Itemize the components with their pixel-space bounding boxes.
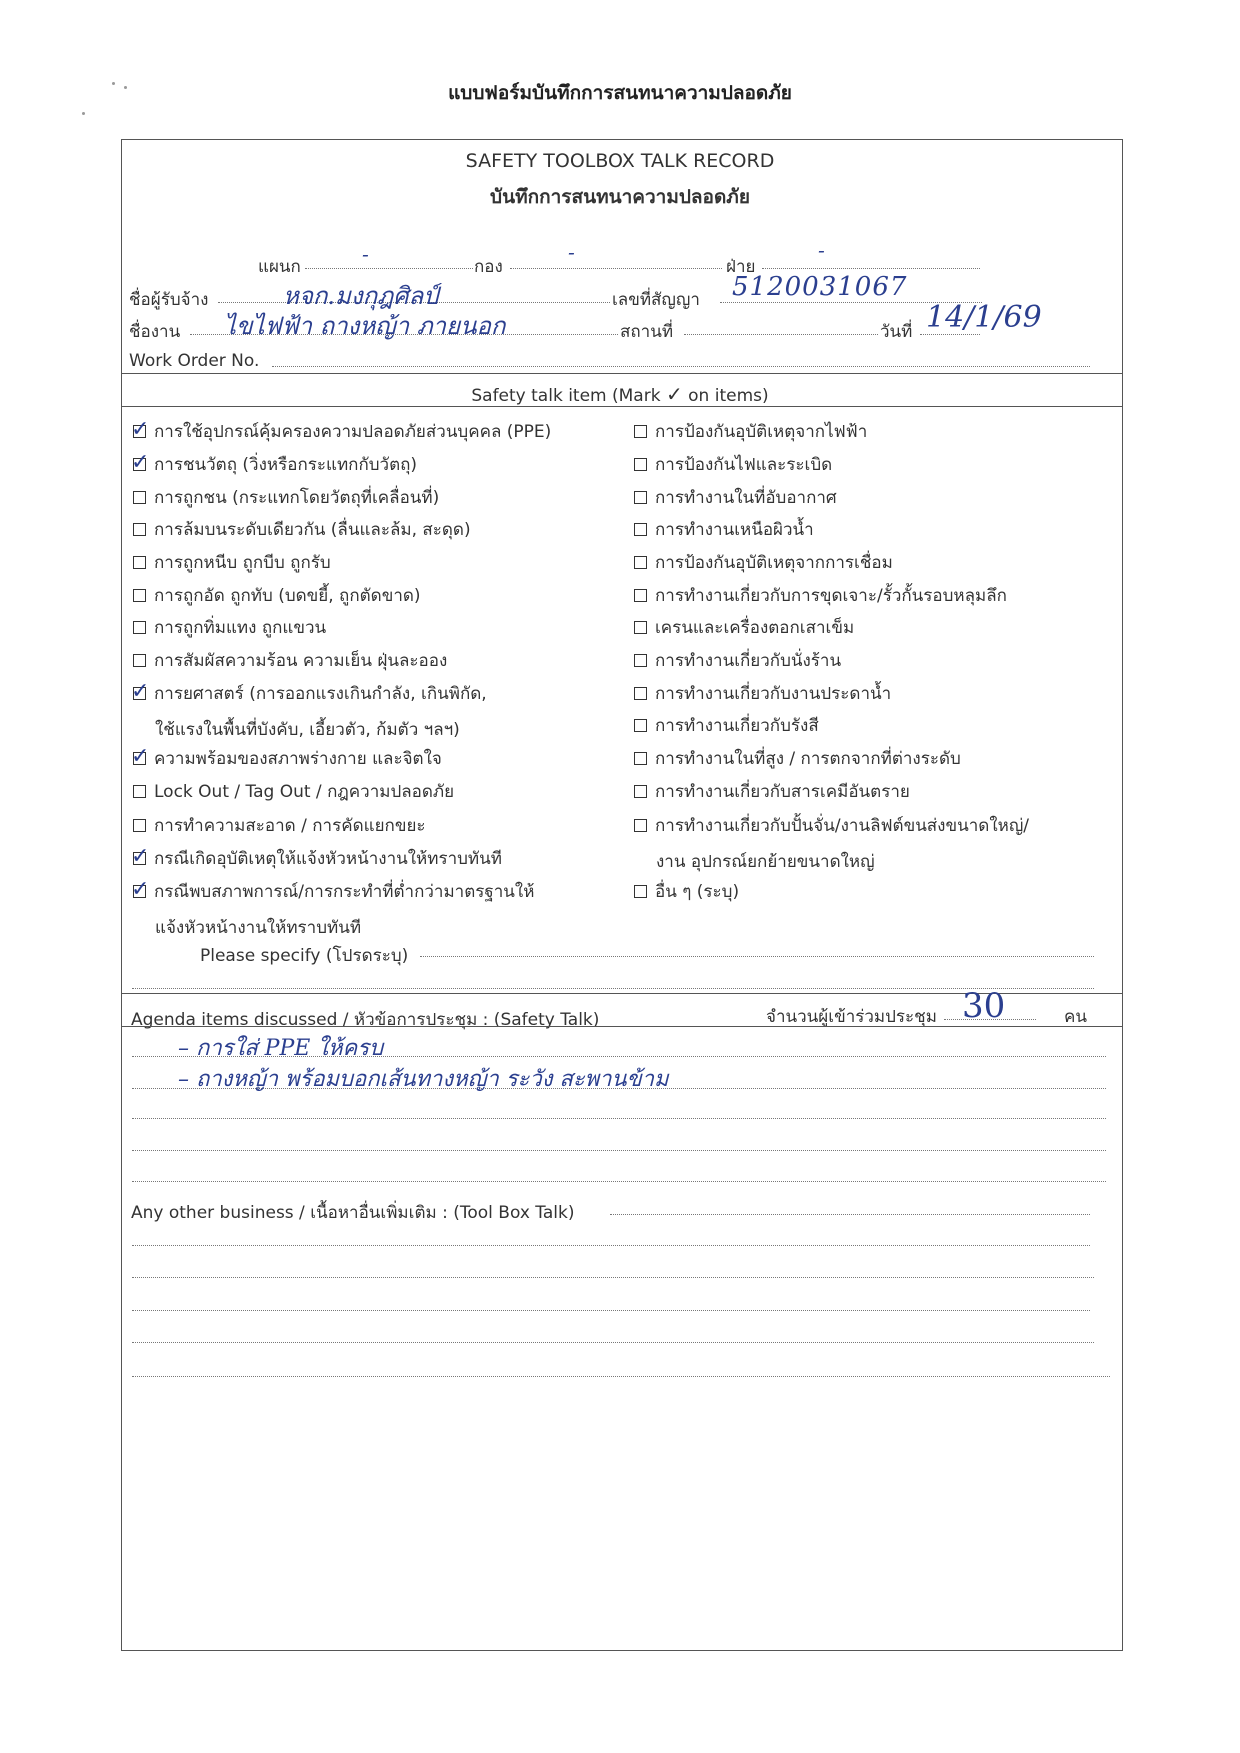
check-mark-icon: ✓ [131,450,150,475]
checkbox[interactable] [133,819,146,832]
left-item[interactable] [133,484,439,511]
attendees-unit: คน [1064,1007,1087,1027]
checkbox[interactable] [131,417,150,442]
other-business-line-4[interactable] [132,1342,1094,1343]
divider-agenda-heading [121,1026,1123,1027]
location-line[interactable] [684,334,878,335]
right-item-label: การป้องกันไฟและระเบิด [655,455,833,475]
division-label: กอง [474,257,503,277]
check-mark-icon: ✓ [131,679,150,704]
checkbox[interactable] [634,523,647,536]
right-item-label: การทำงานในที่อับอากาศ [655,488,837,508]
scan-speck [82,112,85,115]
right-item-label: การทำงานเกี่ยวกับสารเคมีอันตราย [655,782,910,802]
checkbox[interactable] [133,523,146,536]
check-mark-icon: ✓ [131,844,150,869]
left-item-label: การถูกอัด ถูกทับ (บดขยี้, ถูกตัดขาด) [154,586,421,606]
checkbox[interactable] [133,785,146,798]
checkbox[interactable] [131,844,150,869]
right-item[interactable] [634,418,867,445]
check-mark-icon: ✓ [131,744,150,769]
right-item-label: เครนและเครื่องตอกเสาเข็ม [655,618,855,638]
left-item[interactable] [133,451,417,478]
right-item-label: การทำงานเกี่ยวกับปั้นจั่น/งานลิฟต์ขนส่งขนาดใหญ่/ [655,816,1030,836]
checkbox[interactable] [634,556,647,569]
right-item[interactable] [634,582,1007,609]
left-item-label-cont: แจ้งหัวหน้างานให้ทราบทันที [155,918,362,938]
right-item-label: การป้องกันอุบัติเหตุจากไฟฟ้า [655,422,868,442]
agenda-entry-1: – การใส่ PPE ให้ครบ [178,1036,384,1061]
left-item-label: การใช้อุปกรณ์คุ้มครองความปลอดภัยส่วนบุคคล (PPE) [154,422,552,442]
job-name-label: ชื่องาน [129,322,181,342]
section-value: - [818,238,825,262]
divider-checklist-top [121,373,1123,374]
left-item[interactable] [133,582,421,609]
left-item[interactable] [133,778,454,805]
left-item[interactable] [133,680,487,743]
left-item-label: Lock Out / Tag Out / กฎความปลอดภัย [154,782,455,802]
section-label: ฝ่าย [726,257,756,277]
left-item[interactable] [133,418,551,445]
checkbox[interactable] [131,450,150,475]
header-title-en: SAFETY TOOLBOX TALK RECORD [465,150,775,172]
checkbox[interactable] [634,425,647,438]
right-item-label: การป้องกันอุบัติเหตุจากการเชื่อม [655,553,893,573]
left-item[interactable] [133,647,447,674]
agenda-line-5[interactable] [132,1181,1106,1182]
agenda-line-4[interactable] [132,1150,1106,1151]
contractor-value: หจก.มงกุฎศิลป์ [283,282,439,310]
checkbox[interactable] [634,752,647,765]
checkbox[interactable] [634,719,647,732]
other-business-line-1[interactable] [132,1245,1090,1246]
checkbox[interactable] [634,687,647,700]
contract-no-label: เลขที่สัญญา [612,290,700,310]
checkbox[interactable] [634,885,647,898]
checkbox[interactable] [133,556,146,569]
please-specify-line-2[interactable] [132,988,1094,989]
left-item-label: ความพร้อมของสภาพร่างกาย และจิตใจ [154,749,442,769]
right-item-label-cont: งาน อุปกรณ์ยกย้ายขนาดใหญ่ [656,852,875,872]
check-mark-icon: ✓ [665,382,683,406]
left-item[interactable] [133,812,426,839]
right-item-label: การทำงานเกี่ยวกับงานประดาน้ำ [655,684,892,704]
checklist-heading [0,382,1240,406]
right-item[interactable] [634,451,832,478]
date-value: 14/1/69 [926,300,1042,335]
section-line[interactable] [762,268,980,269]
right-item[interactable] [634,778,910,805]
left-item[interactable] [133,516,471,543]
left-item-label: กรณีพบสภาพการณ์/การกระทำที่ต่ำกว่ามาตรฐานให้ [154,882,535,902]
header-title-th: บันทึกการสนทนาความปลอดภัย [490,186,750,208]
agenda-label: Agenda items discussed / หัวข้อการประชุม : (Safety Talk) [131,1010,600,1030]
right-item[interactable] [634,812,1029,875]
contractor-label: ชื่อผู้รับจ้าง [129,290,209,310]
left-item-label: การชนวัตถุ (วิ่งหรือกระแทกกับวัตถุ) [154,455,418,475]
division-value: - [568,240,575,264]
other-business-line-0[interactable] [610,1214,1090,1215]
left-item[interactable] [133,845,502,872]
date-label: วันที่ [880,322,913,342]
work-order-label: Work Order No. [129,351,260,371]
check-mark-icon: ✓ [131,417,150,442]
right-item[interactable] [634,614,854,641]
job-name-value: ไขไฟฟ้า ถางหญ้า ภายนอก [224,312,506,340]
left-item-label: การถูกหนีบ ถูกบีบ ถูกรับ [154,553,331,573]
division-line[interactable] [510,268,722,269]
checkbox[interactable] [131,679,150,704]
other-business-line-5[interactable] [132,1376,1110,1377]
other-business-line-3[interactable] [132,1310,1090,1311]
department-label: แผนก [258,257,301,277]
other-business-label: Any other business / เนื้อหาอื่นเพิ่มเติม : (Tool Box Talk) [131,1203,575,1223]
checkbox[interactable] [634,621,647,634]
right-item[interactable] [634,878,739,905]
right-item[interactable] [634,680,891,707]
scan-speck [112,82,115,85]
check-mark-icon: ✓ [131,877,150,902]
left-item[interactable] [133,549,331,576]
right-item-label: อื่น ๆ (ระบุ) [655,882,740,902]
department-line[interactable] [305,268,473,269]
work-order-line[interactable] [272,366,1090,367]
checkbox[interactable] [133,589,146,602]
checkbox[interactable] [634,654,647,667]
checkbox[interactable] [634,458,647,471]
left-item-label: การล้มบนระดับเดียวกัน (ลื่นและล้ม, สะดุด) [154,520,471,540]
right-item-label: การทำงานเกี่ยวกับรังสี [655,716,819,736]
left-item-label: การยศาสตร์ (การออกแรงเกินกำลัง, เกินพิกัด, [154,684,487,704]
left-item-label: การสัมผัสความร้อน ความเย็น ฝุ่นละออง [154,651,448,671]
please-specify-label: Please specify (โปรดระบุ) [200,946,409,966]
checklist-heading-suffix: on items) [688,386,769,406]
checkbox[interactable] [634,589,647,602]
right-item[interactable] [634,745,961,772]
attendees-value: 30 [962,986,1006,1026]
left-item-label-cont: ใช้แรงในพื้นที่บังคับ, เอี้ยวตัว, ก้มตัว ฯลฯ) [155,720,460,740]
left-item[interactable] [133,614,326,641]
form-title: แบบฟอร์มบันทึกการสนทนาความปลอดภัย [448,82,792,104]
agenda-entry-2: – ถางหญ้า พร้อมบอกเส้นทางหญ้า ระวัง สะพานข้าม [178,1067,669,1092]
right-item[interactable] [634,549,893,576]
department-value: - [362,242,369,266]
left-item-label: กรณีเกิดอุบัติเหตุให้แจ้งหัวหน้างานให้ทราบทันที [154,849,502,869]
right-item[interactable] [634,484,837,511]
right-item[interactable] [634,647,841,674]
left-item[interactable] [133,745,442,772]
right-item[interactable] [634,516,814,543]
agenda-line-3[interactable] [132,1118,1106,1119]
other-business-line-2[interactable] [132,1277,1094,1278]
contract-no-value: 5120031067 [732,272,908,302]
left-item-label: การทำความสะอาด / การคัดแยกขยะ [154,816,426,836]
left-item[interactable] [133,878,534,941]
divider-checklist-heading [121,406,1123,407]
checkbox[interactable] [133,654,146,667]
left-item-label: การถูกชน (กระแทกโดยวัตถุที่เคลื่อนที่) [154,488,440,508]
left-item-label: การถูกทิ่มแทง ถูกแขวน [154,618,327,638]
checkbox[interactable] [133,491,146,504]
checkbox[interactable] [634,819,647,832]
checkbox[interactable] [634,785,647,798]
checkbox[interactable] [634,491,647,504]
location-label: สถานที่ [620,322,674,342]
please-specify-line[interactable] [420,956,1094,957]
checkbox[interactable] [133,621,146,634]
checkbox[interactable] [131,877,150,902]
right-item-label: การทำงานเกี่ยวกับการขุดเจาะ/รั้วกั้นรอบหลุมลึก [655,586,1007,606]
checkbox[interactable] [131,744,150,769]
scan-speck [124,86,127,89]
checklist-heading-prefix: Safety talk item (Mark [471,386,661,406]
right-item-label: การทำงานเหนือผิวน้ำ [655,520,814,540]
right-item[interactable] [634,712,819,739]
right-item-label: การทำงานเกี่ยวกับนั่งร้าน [655,651,842,671]
right-item-label: การทำงานในที่สูง / การตกจากที่ต่างระดับ [655,749,961,769]
attendees-label: จำนวนผู้เข้าร่วมประชุม [766,1007,937,1027]
